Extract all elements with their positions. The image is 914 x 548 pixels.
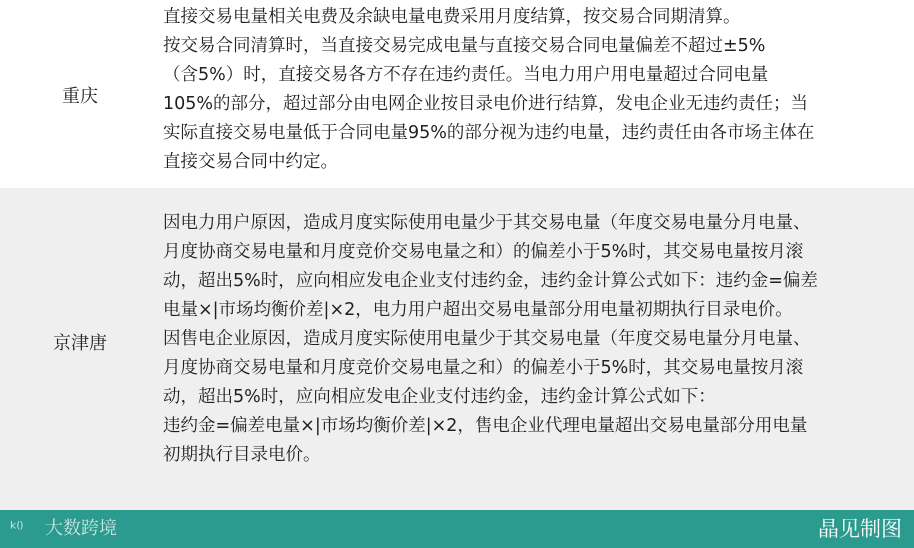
brand-label: 晶见制图 — [818, 517, 902, 541]
text-line: 直接交易合同中约定。 — [163, 152, 338, 172]
text-line: 电量×|市场均衡价差|×2，电力用户超出交易电量部分用电量初期执行目录电价。 — [163, 300, 793, 320]
region-label: 重庆 — [62, 86, 98, 107]
text-line: （含5%）时，直接交易各方不存在违约责任。当电力用户用电量超过合同电量 — [163, 65, 769, 85]
text-line: 直接交易电量相关电费及余缺电量电费采用月度结算，按交易合同期清算。 — [163, 7, 741, 27]
text-line: 动，超出5%时，应向相应发电企业支付违约金，违约金计算公式如下： — [163, 387, 716, 407]
text-line: 实际直接交易电量低于合同电量95%的部分视为违约电量，违约责任由各市场主体在 — [163, 123, 815, 143]
table-row-chongqing — [0, 0, 914, 188]
text-line: 违约金=偏差电量×|市场均衡价差|×2，售电企业代理电量超出交易电量部分用电量 — [163, 416, 808, 436]
text-line: 月度协商交易电量和月度竞价交易电量之和）的偏差小于5%时，其交易电量按月滚 — [163, 358, 804, 378]
text-line: 月度协商交易电量和月度竞价交易电量之和）的偏差小于5%时，其交易电量按月滚 — [163, 242, 804, 262]
logo-text: 大数跨境 — [45, 518, 117, 539]
policy-text — [163, 209, 914, 470]
text-line: 动，超出5%时，应向相应发电企业支付违约金，违约金计算公式如下：违约金=偏差 — [163, 271, 818, 291]
text-line: 105%的部分，超过部分由电网企业按目录电价进行结算，发电企业无违约责任；当 — [163, 94, 809, 114]
region-label: 京津唐 — [53, 333, 107, 354]
text-line: 初期执行目录电价。 — [163, 445, 321, 465]
logo-icon: ᵏ⁽⁾ — [10, 519, 23, 539]
text-line: 按交易合同清算时，当直接交易完成电量与直接交易合同电量偏差不超过±5% — [163, 36, 766, 56]
text-line: 因电力用户原因，造成月度实际使用电量少于其交易电量（年度交易电量分月电量、 — [163, 213, 811, 233]
policy-text — [163, 3, 914, 177]
footer-bar — [0, 510, 914, 548]
table-row-jingjintang — [0, 188, 914, 510]
text-line: 因售电企业原因，造成月度实际使用电量少于其交易电量（年度交易电量分月电量、 — [163, 329, 811, 349]
